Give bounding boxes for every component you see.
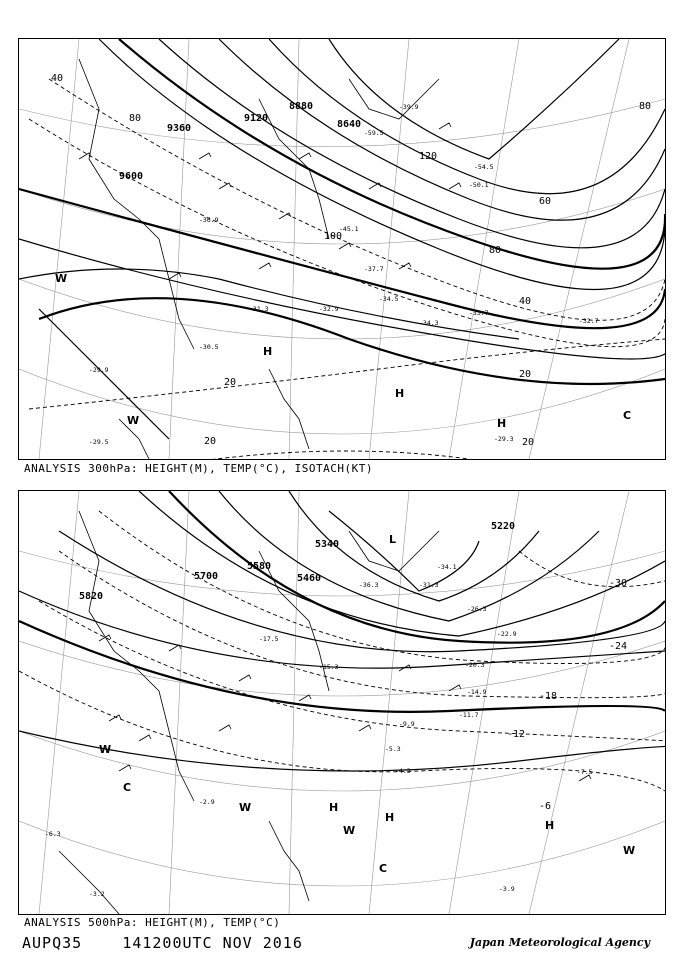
isotach-label: 100 xyxy=(324,231,343,242)
isotach-label: 40 xyxy=(51,73,64,84)
warm-symbol: W xyxy=(623,844,636,857)
chart-code: AUPQ35 xyxy=(22,934,83,952)
temp-reading: -15.3 xyxy=(319,663,339,671)
height-label-5220: 5220 xyxy=(491,521,516,532)
temp-reading: -39.9 xyxy=(399,103,419,111)
temp-reading: -29.5 xyxy=(89,438,109,446)
temp-reading: -59.5 xyxy=(364,129,384,137)
height-label-5820: 5820 xyxy=(79,591,104,602)
temp-reading: -29.9 xyxy=(89,366,109,374)
temp-reading: -9.9 xyxy=(399,720,415,728)
height-label-9600: 9600 xyxy=(119,171,144,182)
pressure-systems-300 xyxy=(55,272,631,430)
valid-time: 141200UTC NOV 2016 xyxy=(122,934,303,952)
temp-reading: -5.3 xyxy=(385,745,401,753)
height-label-5460: 5460 xyxy=(297,573,322,584)
temp-reading: -32.7 xyxy=(579,317,599,325)
temp-reading: -26.3 xyxy=(467,605,487,613)
temp-reading: -3.9 xyxy=(499,885,515,893)
warm-symbol: W xyxy=(127,414,140,427)
thick-contours xyxy=(19,39,665,384)
warm-symbol: W xyxy=(55,272,68,285)
isotach-label: 40 xyxy=(519,296,532,307)
temp-reading: -6.3 xyxy=(45,830,61,838)
warm-symbol: W xyxy=(343,824,356,837)
temp-reading: -34.3 xyxy=(419,319,439,327)
chart-id-and-time xyxy=(22,934,303,952)
temp-contour-labels xyxy=(507,578,627,812)
temp-contour-label: -18 xyxy=(539,691,558,702)
height-label-9360: 9360 xyxy=(167,123,192,134)
temp-reading: -29.3 xyxy=(494,435,514,443)
height-label-5580: 5580 xyxy=(247,561,272,572)
temp-reading: -45.1 xyxy=(339,225,359,233)
temp-contour-label: -24 xyxy=(609,641,628,652)
temp-reading: -34.5 xyxy=(379,295,399,303)
temp-reading: -7.5 xyxy=(577,768,593,776)
height-contours xyxy=(19,491,665,771)
high-pressure-symbol: H xyxy=(329,801,339,814)
map-300hpa-svg xyxy=(19,39,665,459)
height-label-8880: 8880 xyxy=(289,101,314,112)
temp-reading: -17.5 xyxy=(259,635,279,643)
warm-symbol: W xyxy=(239,801,252,814)
temp-reading: -30.5 xyxy=(199,343,219,351)
height-labels-300 xyxy=(119,101,361,182)
temp-reading: -36.3 xyxy=(359,581,379,589)
isotach-label: 80 xyxy=(639,101,652,112)
temp-reading: -2.9 xyxy=(199,798,215,806)
height-label-5700: 5700 xyxy=(194,571,219,582)
high-pressure-symbol: H xyxy=(395,387,405,400)
isotach-label: 20 xyxy=(522,437,535,448)
temp-reading: -54.5 xyxy=(474,163,494,171)
temp-reading: -14.9 xyxy=(467,688,487,696)
temp-reading: -4.3 xyxy=(395,767,411,775)
temp-reading: -50.1 xyxy=(469,181,489,189)
high-pressure-symbol: H xyxy=(263,345,273,358)
isotach-label: 80 xyxy=(489,245,502,256)
analysis-300hpa-map xyxy=(18,38,666,460)
caption-500hpa: ANALYSIS 500hPa: HEIGHT(M), TEMP(°C) xyxy=(24,916,281,929)
temp-reading: -33.7 xyxy=(469,309,489,317)
temp-contour-label: -6 xyxy=(539,801,552,812)
temp-reading: -20.3 xyxy=(465,661,485,669)
isotach-label: 60 xyxy=(539,196,552,207)
high-pressure-symbol: H xyxy=(385,811,395,824)
low-pressure-symbol: L xyxy=(389,533,397,546)
high-pressure-symbol: H xyxy=(545,819,555,832)
temp-reading: -11.7 xyxy=(459,711,479,719)
height-label-9120: 9120 xyxy=(244,113,269,124)
map-500hpa-svg xyxy=(19,491,665,914)
temp-contour-label: -30 xyxy=(609,578,628,589)
temp-reading: -31.3 xyxy=(249,305,269,313)
isotach-label: 20 xyxy=(519,369,532,380)
caption-300hpa: ANALYSIS 300hPa: HEIGHT(M), TEMP(°C), ISOTACH(KT) xyxy=(24,462,374,475)
latlon-grid xyxy=(19,39,665,459)
temp-reading: -31.3 xyxy=(419,581,439,589)
agency-name: Japan Meteorological Agency xyxy=(469,936,650,949)
temp-reading: -32.9 xyxy=(319,305,339,313)
isotach-label: 20 xyxy=(204,436,217,447)
cold-symbol: C xyxy=(623,409,632,422)
height-label-5340: 5340 xyxy=(315,539,340,550)
cold-symbol: C xyxy=(379,862,388,875)
temp-reading: -22.9 xyxy=(497,630,517,638)
temp-reading: -34.1 xyxy=(437,563,457,571)
isotach-label: 80 xyxy=(129,113,142,124)
height-label-8640: 8640 xyxy=(337,119,362,130)
temp-reading: -37.7 xyxy=(364,265,384,273)
latlon-grid xyxy=(19,491,665,914)
isotach-label: 20 xyxy=(224,377,237,388)
high-pressure-symbol: H xyxy=(497,417,507,430)
analysis-500hpa-map xyxy=(18,490,666,915)
isotach-label: 120 xyxy=(419,151,438,162)
temp-contour-label: -12 xyxy=(507,729,526,740)
cold-symbol: C xyxy=(123,781,132,794)
warm-symbol: W xyxy=(99,743,112,756)
temp-reading: -36.9 xyxy=(199,216,219,224)
temp-reading: -3.2 xyxy=(89,890,105,898)
